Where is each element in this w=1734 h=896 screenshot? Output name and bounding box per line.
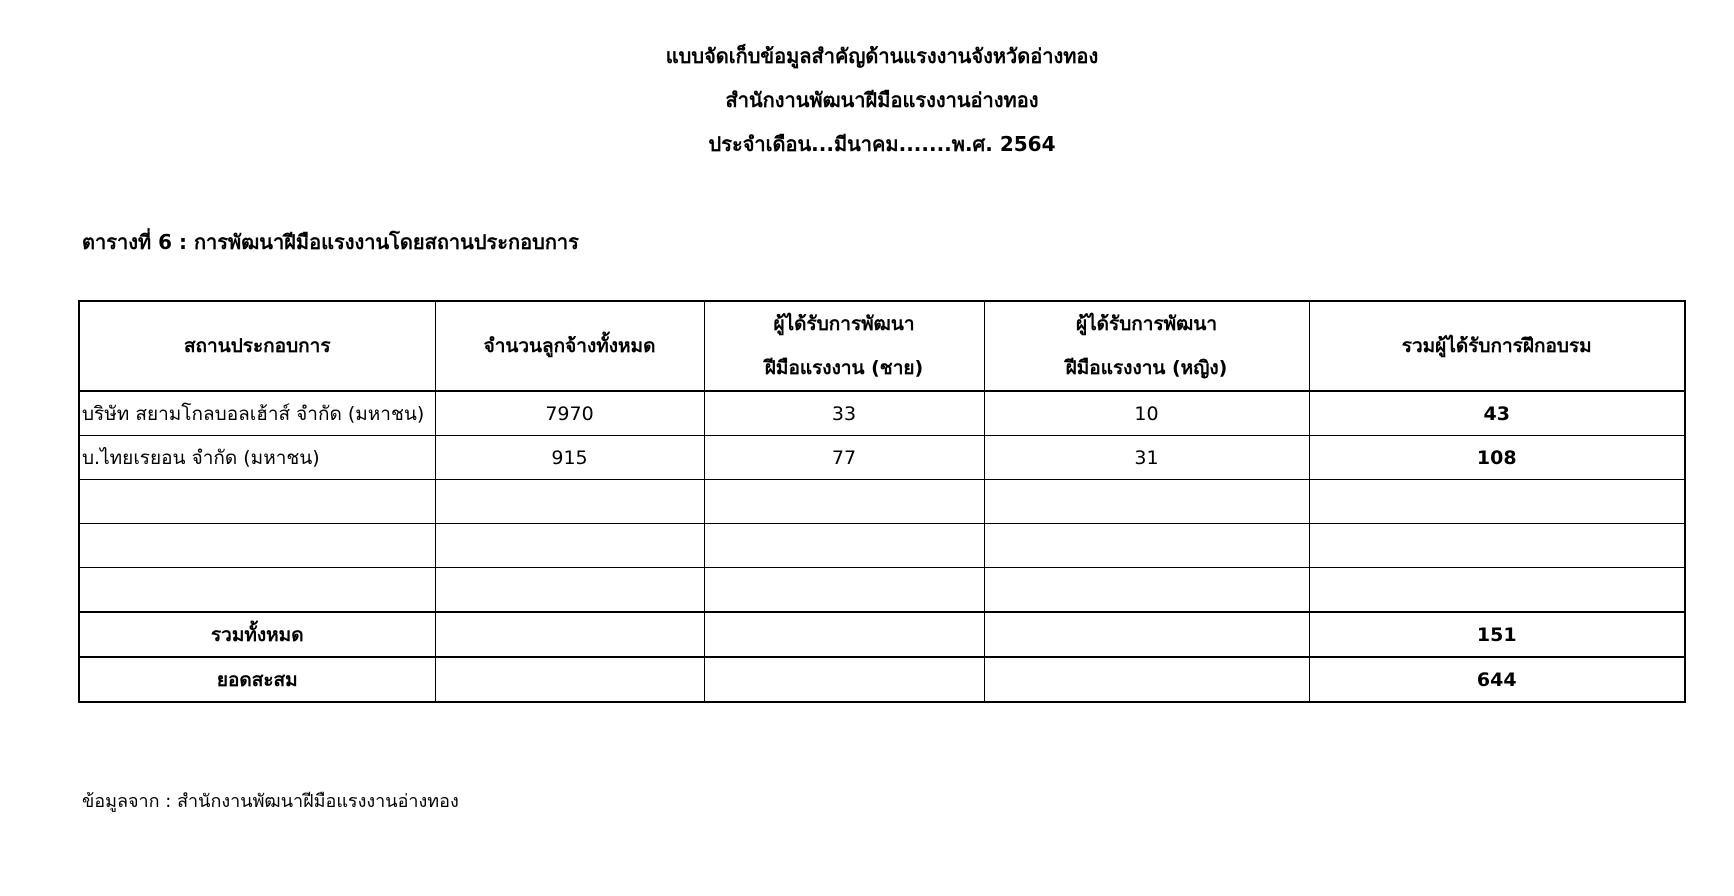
summary-empty-cell [435,657,704,702]
cell-female: 10 [984,391,1309,436]
table-row [79,524,1685,568]
summary-empty-cell [435,612,704,657]
summary-label: ยอดสะสม [79,657,435,702]
cell-establishment: บ.ไทยเรยอน จำกัด (มหาชน) [79,436,435,480]
cell-employees [435,524,704,568]
source-note: ข้อมูลจาก : สำนักงานพัฒนาฝีมือแรงงานอ่างทอง [82,791,459,812]
table-row [79,436,1685,480]
summary-total: 151 [1309,612,1685,657]
cell-male [704,524,984,568]
cell-employees [435,568,704,613]
col-header-male: ผู้ได้รับการพัฒนา ฝีมือแรงงาน (ชาย) [704,301,984,391]
cell-female [984,480,1309,524]
cell-total: 108 [1309,436,1685,480]
summary-empty-cell [984,612,1309,657]
document-header [0,34,1734,166]
training-table [78,300,1686,703]
cell-total [1309,524,1685,568]
summary-row-cumulative [79,657,1685,702]
col-header-total: รวมผู้ได้รับการฝึกอบรม [1309,301,1685,391]
header-title: แบบจัดเก็บข้อมูลสำคัญด้านแรงงานจังหวัดอ่างทอง [665,44,1099,68]
cell-establishment: บริษัท สยามโกลบอลเฮ้าส์ จำกัด (มหาชน) [79,391,435,436]
summary-empty-cell [704,612,984,657]
col-header-establishment: สถานประกอบการ [79,301,435,391]
cell-establishment [79,480,435,524]
cell-female [984,568,1309,613]
summary-empty-cell [704,657,984,702]
cell-total: 43 [1309,391,1685,436]
col-header-female: ผู้ได้รับการพัฒนา ฝีมือแรงงาน (หญิง) [984,301,1309,391]
cell-employees [435,480,704,524]
table-row [79,480,1685,524]
cell-total [1309,568,1685,613]
summary-label: รวมทั้งหมด [79,612,435,657]
cell-female: 31 [984,436,1309,480]
table-title: ตารางที่ 6 : การพัฒนาฝีมือแรงงานโดยสถานประกอบการ [82,230,579,254]
summary-empty-cell [984,657,1309,702]
cell-employees: 7970 [435,391,704,436]
table-row [79,391,1685,436]
cell-male: 33 [704,391,984,436]
cell-male: 77 [704,436,984,480]
cell-establishment [79,568,435,613]
cell-female [984,524,1309,568]
cell-establishment [79,524,435,568]
cell-male [704,480,984,524]
summary-total: 644 [1309,657,1685,702]
summary-row-total [79,612,1685,657]
cell-employees: 915 [435,436,704,480]
col-header-employees: จำนวนลูกจ้างทั้งหมด [435,301,704,391]
cell-male [704,568,984,613]
header-office: สำนักงานพัฒนาฝีมือแรงงานอ่างทอง [725,88,1039,112]
table-header-row [79,301,1685,391]
table-row [79,568,1685,613]
cell-total [1309,480,1685,524]
header-period: ประจำเดือน...มีนาคม.......พ.ศ. 2564 [708,132,1056,156]
